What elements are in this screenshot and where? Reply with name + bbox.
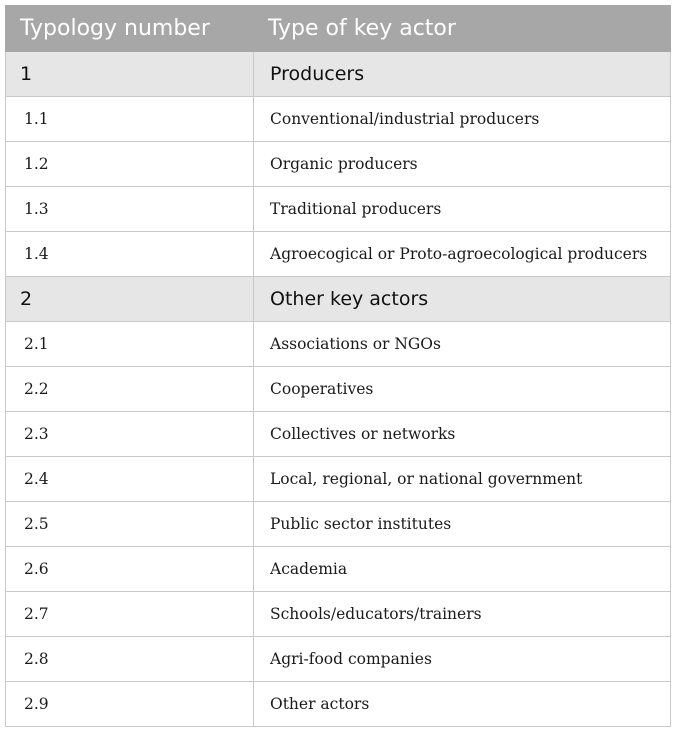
table-row [6,547,671,592]
typology-number-cell: 2.6 [6,547,254,592]
typology-number-cell: 2.8 [6,637,254,682]
table-row [6,232,671,277]
key-actor-cell: Other key actors [254,277,671,322]
table-row [6,367,671,412]
key-actor-cell: Schools/educators/trainers [254,592,671,637]
typology-number-cell: 2.3 [6,412,254,457]
key-actor-cell: Local, regional, or national government [254,457,671,502]
header-type-of-key-actor: Type of key actor [254,6,671,52]
table-row [6,142,671,187]
table-row [6,637,671,682]
typology-number-cell: 2.2 [6,367,254,412]
key-actor-cell: Cooperatives [254,367,671,412]
typology-number-cell: 2.1 [6,322,254,367]
key-actor-cell: Public sector institutes [254,502,671,547]
typology-number-cell: 1.2 [6,142,254,187]
header-row [6,6,671,52]
typology-number-cell: 1.3 [6,187,254,232]
table-body [6,52,671,727]
key-actor-cell: Traditional producers [254,187,671,232]
typology-number-cell: 2.4 [6,457,254,502]
group-row [6,277,671,322]
key-actor-cell: Collectives or networks [254,412,671,457]
table-row [6,457,671,502]
group-row [6,52,671,97]
typology-table-container [5,5,670,727]
key-actor-cell: Other actors [254,682,671,727]
table-row [6,592,671,637]
typology-number-cell: 2.7 [6,592,254,637]
table-row [6,322,671,367]
key-actor-cell: Organic producers [254,142,671,187]
table-row [6,412,671,457]
key-actor-cell: Agri-food companies [254,637,671,682]
key-actor-cell: Producers [254,52,671,97]
typology-table [5,5,671,727]
key-actor-cell: Associations or NGOs [254,322,671,367]
table-header [6,6,671,52]
table-row [6,682,671,727]
table-row [6,97,671,142]
header-typology-number: Typology number [6,6,254,52]
typology-number-cell: 1 [6,52,254,97]
typology-number-cell: 2.9 [6,682,254,727]
table-row [6,187,671,232]
typology-number-cell: 1.1 [6,97,254,142]
typology-number-cell: 2.5 [6,502,254,547]
key-actor-cell: Academia [254,547,671,592]
typology-number-cell: 2 [6,277,254,322]
key-actor-cell: Conventional/industrial producers [254,97,671,142]
key-actor-cell: Agroecogical or Proto-agroecological producers [254,232,671,277]
typology-number-cell: 1.4 [6,232,254,277]
table-row [6,502,671,547]
